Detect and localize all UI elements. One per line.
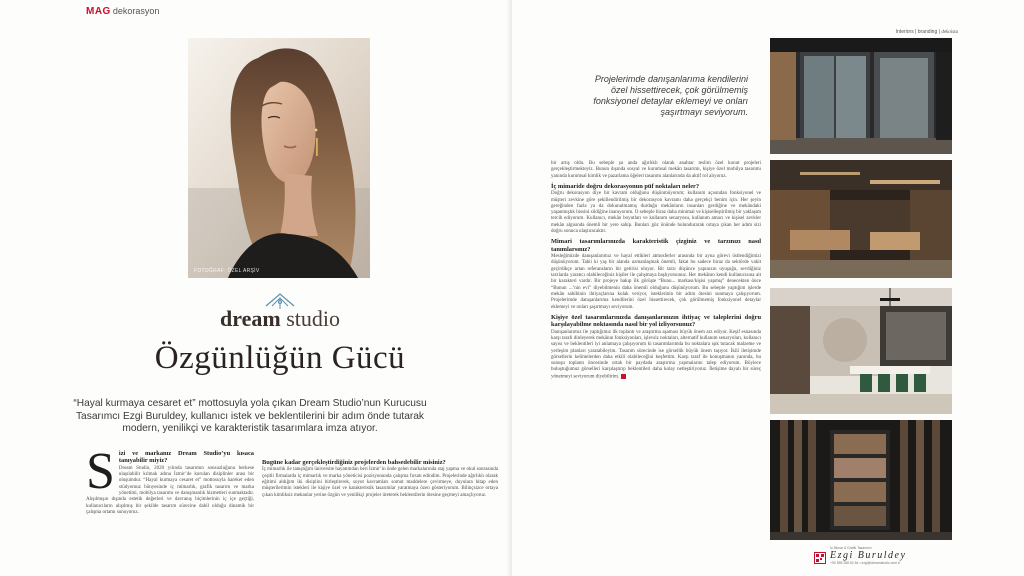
magazine-brand: MAG xyxy=(86,6,111,17)
interior-photo-3-art xyxy=(770,288,952,414)
answer-text-1: Dream Studio, 2020 yılında tasarımın sonsuzluğunu herkese ulaşılabilir kılmak adına İzmir’de kurulan disiplinler arası bir oluşumdur. “Hayal kurmaya cesaret et” mottosuyla hareket eden stüdyomuz bünyesinde iç mimarlık, grafik tasarım ve marka yönetimi, mobilya tasarımı ve danışmanlık hizmetleri sunmaktadır. Alışılmışın dışında estetik değerleri ve davranış biçimlerinin iç içe geçtiği, kullanıcıların alışılmış bir şekilde tasarım sürecine dahil olduğu dinamik bir çalışma ortamı sunuyoruz. xyxy=(86,465,254,515)
logo-word-dream: dream xyxy=(220,306,281,331)
question-heading-5: Kişiye özel tasarımlarınızda danışanlarınızın ihtiyaç ve taleplerini doğru karşılayabilme noktasında nasıl bir yol izliyorsunuz? xyxy=(551,313,761,329)
left-column-1 xyxy=(86,443,254,519)
interior-photo-3 xyxy=(770,288,952,414)
interior-photo-2-art xyxy=(770,160,952,278)
answer-text-3: Doğru dekorasyon diye bir kavram olduğunu düşünmüyorum; kullanım açısından fonksiyonel ve müşteri zevkine göre şekillendirilmiş bir dekorasyon kavramı daha gerçekçi benim için. Her şeyin gereğinden fazla ya da dokunulmamış durduğu mekânların insanları gerdiğine ve mekândaki yaşanmışlık hissini sildiğine inanıyorum. O sebeple biraz daha minimal ve kişiselleştirilmiş bir yaklaşım tercih ediyorum. Kullanıcı, mekân boyutları ve kullanım senaryosu, kullanım amacı ve kişisel zevkler mekân algısında önemli bir yere sahip. Bunları göz önünde bulundurarak ortaya çıkan her adım sizi doğru sonuca ulaştıracaktır. xyxy=(551,191,761,235)
signature-block xyxy=(830,546,960,565)
pull-quote: Projelerimde danışanlarıma kendilerini özel hissettirecek, çok görülmemiş fonksiyonel detaylar eklemeyi ve onları şaşırtmayı seviyorum. xyxy=(593,74,748,117)
question-heading-4: Mimari tasarımlarınızda karakteristik çizginiz ve tarzınızı nasıl tanımlarsınız? xyxy=(551,238,761,253)
left-column-2 xyxy=(262,459,498,502)
qr-code-icon xyxy=(814,552,826,564)
question-heading-3: İç mimaride doğru dekorasyonun püf noktaları neler? xyxy=(551,182,700,190)
interior-photo-2 xyxy=(770,160,952,278)
portrait-illustration xyxy=(188,38,370,278)
header-categories: Interiors | branding | xyxy=(895,29,940,35)
interior-photo-4 xyxy=(770,420,952,540)
end-mark-icon xyxy=(621,374,626,379)
magazine-section: dekorasyon xyxy=(112,6,160,16)
question-heading-1: izi ve markanız Dream Studio’yu kısaca tanıyabilir miyiz? xyxy=(118,450,254,465)
interior-photo-1-art xyxy=(770,38,952,154)
answer-text-5-body: Danışanlarımız ile yaptığımız ilk toplantı ve araştırma aşaması büyük önem arz ediyor. Keşif esnasında karşı tarafı dinleyerek mekânın fonksiyonları, işlevsiz noktaları, alternatif kullanım senaryoları, kullanıcı sayısı ve beklentileri iyi anlamaya çalışıyorum ki tasarımlarımda bu noktalara ışık tutacak malzeme ve yerleşim planları yaratabileyim. Tasarım sürecinde ise görsellik büyük önem taşıyor. İkili iletişimde görsellerin kelimelerden daha etkili olabileceğini keşfettim. Karşı taraf ile konuşmanın yanında, bu sunuşu toplantı öncesinde ortak bir paydada araştırma yapmalarını talep ediyorum. Böylece buluştuğumuz görselleri karşılaştırıp beklentileri daha kolay netleştiriyoruz. İletişime dayalı bir süreç yönetmeyi seviyorum diyebilirim. xyxy=(551,329,761,380)
answer-text-5 xyxy=(551,330,761,381)
signature-role: İç Mimar & Grafik Tasarımcı xyxy=(830,546,872,550)
magazine-logo xyxy=(86,6,159,17)
signature-contact: +90 555 288 52 84 • ezgi@dreamstudio.com.tr xyxy=(830,561,901,565)
drop-cap: S xyxy=(86,443,115,500)
question-heading-2: Bugüne kadar gerçekleştirdiğiniz projelerden bahsedebilir misiniz? xyxy=(262,459,446,466)
dream-studio-logo xyxy=(200,292,360,336)
portrait-credit: FOTOĞRAF: ÖZEL ARŞİV xyxy=(194,268,260,274)
logo-wordmark xyxy=(200,306,360,332)
interior-photo-4-art xyxy=(770,420,952,540)
article-title: Özgünlüğün Gücü xyxy=(154,340,406,376)
answer-text-4: Mesleğimizde danışanlarımız ve hayal ettikleri atmosferler arasında bir ayna görevi üstlendiğimizi düşünüyorum. Tabii ki yaş bir alanda uzmanlaşmak önemli, fakat bu sadece biraz da sektörde vakit geçirdikçe artan referansların bir getirisi oluyor. Bir tarzı düşünce yapınızın uyuşuğu, sevdiğiniz tarzlarda yaratıcı olabileceğiniz kişiler ile çalışmaya başlıyorsunuz. Her mekânın kendi kullanıcısına ait bir karakteri vardır. Bir projeye bakıp ilk görüşte “Bunu... markası/kişisi yapmış” denecekten önce “Bunun ...’nin evi” diyebilmenin daha önemli olduğunu düşünüyorum. Bu sebeple yaptığım işlerde mekân sahibinin ihtiyaçlarına kulak veriyor, isteklerinin bir adım ötesini sunmaya çalışıyorum. Projelerimde danışanlarıma kendilerini özel hissettirecek, çok görülmemiş fonksiyonel detaylar eklemeyi ve onları şaşırtmayı seviyorum. xyxy=(551,254,761,310)
portrait-photo xyxy=(188,38,370,278)
right-intro-text: bir artış oldu. Bu sebeple şu anda ağırlıklı olarak anahtar teslim özel konut projeleri gerçekleştirmekteyiz. Bunun dışında sosyal ve kurumsal mekân tasarımı, kişiye özel mobilya tasarımı yanında kurumsal kimlik ve pazarlama öğeleri tasarımı alanlarında da aktif rol alıyoruz. xyxy=(551,161,761,179)
logo-word-studio: studio xyxy=(286,306,340,331)
signature-name: Ezgi Buruldey xyxy=(830,550,907,561)
header-script: dekoistu xyxy=(941,30,958,35)
right-page-header xyxy=(896,29,958,35)
right-column xyxy=(551,161,761,384)
article-lead: “Hayal kurmaya cesaret et” mottosuyla yola çıkan Dream Studio’nun Kurucusu Tasarımcı Ezgi Buruldey, kullanıcı istek ve beklentilerini bir adım önde tutarak modern, yenilikçi ve karakteristik tasarımlara imza atıyor. xyxy=(73,398,427,435)
interior-photo-1 xyxy=(770,38,952,154)
answer-text-2: İç mimarlık ile tanıştığım üniversite hayatımdan beri İzmir’in önde gelen markalarında staj yapma ve okul sonrasında çeşitli firmalarda iç mimarlık ve marka yöneticisi pozisyonunda çalışma fırsatı edindim. Projelerinde ağırlıklı olarak eğitimi aldığım iki disiplini birleştirerek, soyut kavramları somut maddelere çevirmeye, duyulara hitap eden müşterilerimin istekleri ile kişiye özel ve karakteristik tasarımlar yaratmaya özen gösteriyorum. Bilinçsizce ortaya çıkan kimliksiz mekanlar yerine özgün ve yenilikçi projeler üreterek beklentilerin ötesine geçmeyi amaçlıyoruz. xyxy=(262,467,498,498)
